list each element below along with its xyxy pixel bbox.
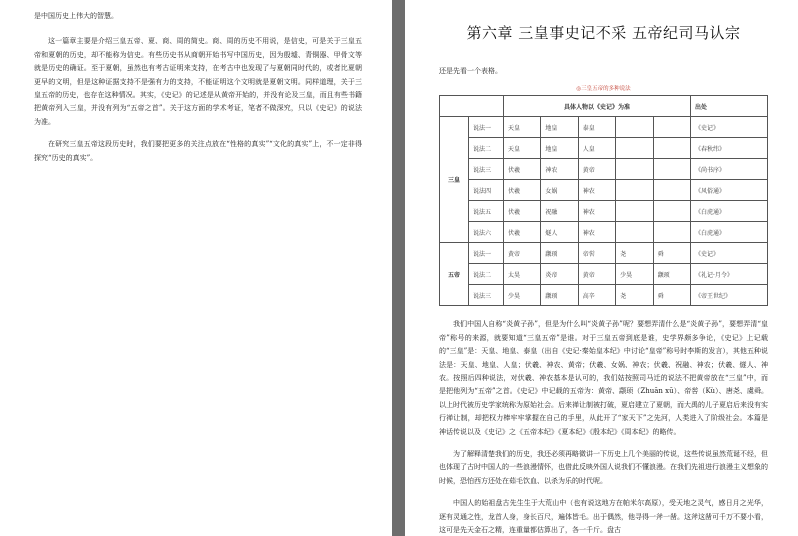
figure-cell: 少昊 [616, 264, 653, 285]
source-cell: 《白虎通》 [691, 201, 768, 222]
table-row [440, 285, 768, 306]
figure-cell: 炎帝 [541, 264, 578, 285]
figure-cell: 少昊 [504, 285, 541, 306]
row-label: 说法二 [469, 264, 504, 285]
source-cell: 《尚书序》 [691, 159, 768, 180]
table-row [440, 222, 768, 243]
figure-cell: 祝融 [541, 201, 578, 222]
sanhuang-wudi-table [439, 95, 768, 306]
figure-cell: 燧人 [541, 222, 578, 243]
figure-cell: 颛顼 [541, 243, 578, 264]
figure-cell: 舜 [653, 285, 690, 306]
figure-cell: 泰皇 [578, 117, 615, 138]
chapter-title: 第六章 三皇事史记不采 五帝纪司马认宗 [466, 24, 741, 42]
table-header-figures: 具体人物以《史记》为准 [504, 96, 691, 117]
figure-cell: 黄帝 [578, 159, 615, 180]
figure-cell: 伏羲 [504, 201, 541, 222]
figure-cell: 女娲 [541, 180, 578, 201]
figure-cell: 天皇 [504, 138, 541, 159]
table-header-source: 出处 [691, 96, 768, 117]
row-label: 说法一 [469, 243, 504, 264]
figure-cell: 高辛 [578, 285, 615, 306]
figure-cell: 地皇 [541, 117, 578, 138]
figure-cell: 颛顼 [541, 285, 578, 306]
source-cell: 《史记》 [691, 243, 768, 264]
row-label: 说法二 [469, 138, 504, 159]
source-cell: 《史记》 [691, 117, 768, 138]
table-intro: 还是先看一个表格。 [439, 67, 502, 75]
table-row [440, 201, 768, 222]
source-cell: 《春秋纬》 [691, 138, 768, 159]
figure-cell: 伏羲 [504, 222, 541, 243]
figure-cell: 黄帝 [504, 243, 541, 264]
figure-cell [616, 201, 653, 222]
figure-cell [616, 159, 653, 180]
right-paragraph-2: 为了解释清楚我们的历史，我还必须再略微讲一下历史上几个美丽的传说，这些传说虽然荒诞不经，但也体现了古时中国人的一些浪漫情怀，也借此反映外国人说我们不懂浪漫。在我们先祖进行浪漫主义想象的时候，恐怕西方还处在茹毛饮血、以杀为乐的时代呢。 [439, 450, 768, 485]
right-paragraph-1: 我们中国人自称“炎黄子孙”，但是为什么叫“炎黄子孙”呢？要想弄清什么是“炎黄子孙”，要想弄清“皇帝”称号的来源，就要知道“三皇五帝”是谁。对于三皇五帝到底是谁，史学界颇多争论，《史记》上记载的“三皇”是：天皇、地皇、泰皇（出自《史记·秦始皇本纪》中讨论“皇帝”称号时李斯的发言），其他五种说法是：天皇、地皇、人皇；伏羲、神农、黄帝；伏羲、女娲、神农；伏羲、祝融、神农；伏羲、燧人、神农。按照后四种说法，对伏羲、神农基本是认可的，我们姑按照司马迁的说法不把黄帝放在“三皇”中，而是把他列为“五帝”之首。《史记》中记载的五帝为：黄帝、颛顼（Zhuān xū）、帝喾（Kù）、唐尧、虞舜。以上时代被历史学家统称为原始社会。后来禅让制被打破，夏启建立了夏朝，而大禹的儿子夏启后来没有实行禅让制，却把权力棒牢牢掌握在自己的手里，从此开了“家天下”之先河，人类进入了阶级社会。本篇是神话传说以及《史记》之《五帝本纪》《夏本纪》《殷本纪》《周本纪》的略传。 [439, 320, 768, 436]
figure-cell: 帝喾 [578, 243, 615, 264]
figure-cell: 地皇 [541, 138, 578, 159]
left-paragraph-2: 这一篇章主要是介绍三皇五帝、夏、商、周的简史。商、周的历史不用说，是信史，可是关于三皇五帝和夏朝的历史，却不能称为信史。有些历史书从商朝开始书写中国历史，因为殷墟、青铜器、甲骨文等就是历史的确证。至于夏朝，虽然也有考古证明来支持，在考古中也发现了与夏朝同时代的，或者比夏朝更早的文明，但是这种证据支持不是强有力的支持，不能证明这个文明就是夏朝文明。同样道理，关于三皇五帝的历史，也存在这种情况。其实，《史记》的记述是从黄帝开始的，并没有论及三皇，而且有些书籍把黄帝列入三皇，并没有列为“五帝之首”。关于这方面的学术考证，笔者不做深究，只以《史记》的说法为准。 [34, 37, 362, 126]
figure-cell: 人皇 [578, 138, 615, 159]
source-cell: 《帝王世纪》 [691, 285, 768, 306]
table-row [440, 243, 768, 264]
left-paragraph-3: 在研究三皇五帝这段历史时，我们要把更多的关注点放在“性格的真实”“文化的真实”上，不一定非得探究“历史的真实”。 [34, 140, 362, 162]
row-label: 说法六 [469, 222, 504, 243]
table-header-row [440, 96, 768, 117]
row-label: 说法四 [469, 180, 504, 201]
figure-cell [653, 138, 690, 159]
figure-cell [616, 138, 653, 159]
figure-cell [616, 222, 653, 243]
figure-cell: 尧 [616, 243, 653, 264]
figure-cell [653, 201, 690, 222]
source-cell: 《白虎通》 [691, 222, 768, 243]
row-label: 说法三 [469, 159, 504, 180]
page-gutter [392, 0, 405, 536]
table-caption: ◎三皇五帝的多种说法 [576, 86, 631, 93]
right-paragraph-3: 中国人的始祖盘古先生生于大荒山中（也有说这地方在帕米尔高原），受天地之灵气，感日月之光华，逐有灵通之性，龙首人身，身长百尺，遍体皆毛。出于偶然，他寻得一斧一凿。这斧这凿可千万不要小看，这可是先天金石之精，连重量都估算出了，各一千斤。盘古 [439, 499, 768, 535]
figure-cell: 太昊 [504, 264, 541, 285]
right-page [405, 0, 798, 536]
group-cell-wudi: 五帝 [440, 243, 469, 306]
figure-cell: 伏羲 [504, 180, 541, 201]
table-row [440, 159, 768, 180]
figure-cell: 神农 [578, 201, 615, 222]
table-header-blank [440, 96, 504, 117]
figure-cell [653, 159, 690, 180]
left-paragraph-1: 是中国历史上伟大的智慧。 [34, 12, 118, 20]
figure-cell: 天皇 [504, 117, 541, 138]
figure-cell [616, 180, 653, 201]
source-cell: 《风俗通》 [691, 180, 768, 201]
figure-cell: 神农 [541, 159, 578, 180]
figure-cell: 神农 [578, 222, 615, 243]
row-label: 说法一 [469, 117, 504, 138]
left-page [0, 0, 392, 536]
figure-cell: 神农 [578, 180, 615, 201]
group-cell-sanhuang: 三皇 [440, 117, 469, 243]
figure-cell [653, 222, 690, 243]
source-cell: 《礼记·月令》 [691, 264, 768, 285]
table-row [440, 264, 768, 285]
figure-cell: 尧 [616, 285, 653, 306]
row-label: 说法三 [469, 285, 504, 306]
figure-cell: 舜 [653, 243, 690, 264]
table-row [440, 138, 768, 159]
figure-cell [616, 117, 653, 138]
figure-cell [653, 117, 690, 138]
table-row [440, 180, 768, 201]
figure-cell [653, 180, 690, 201]
row-label: 说法五 [469, 201, 504, 222]
figure-cell: 颛顼 [653, 264, 690, 285]
figure-cell: 伏羲 [504, 159, 541, 180]
table-row [440, 117, 768, 138]
figure-cell: 黄帝 [578, 264, 615, 285]
